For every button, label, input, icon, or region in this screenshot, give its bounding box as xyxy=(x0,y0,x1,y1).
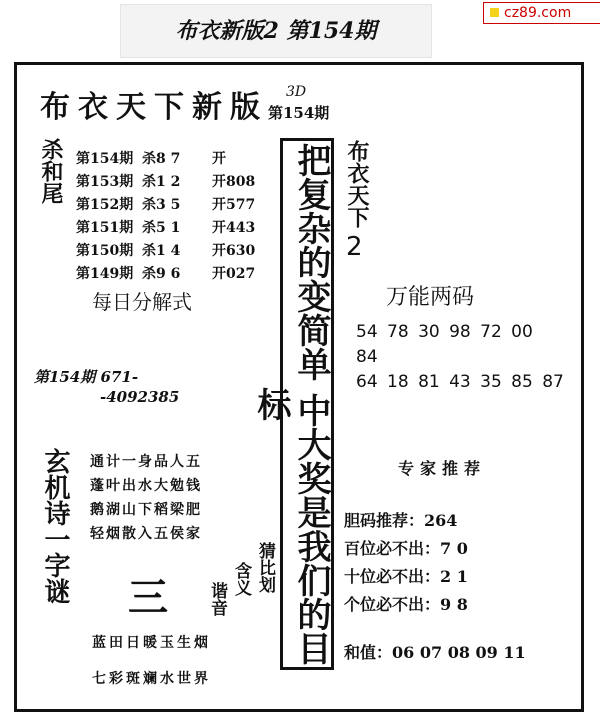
site-badge[interactable] xyxy=(483,2,600,24)
ge-wei-value: 9 8 xyxy=(440,595,468,614)
list-item xyxy=(76,171,272,194)
kill-value: 杀1 2 xyxy=(142,174,181,190)
riddle-answer: 三 xyxy=(128,574,168,621)
open-value: 开630 xyxy=(212,243,256,259)
poem-line: 通计一身品人五 xyxy=(90,454,202,470)
period-label: 第150期 xyxy=(76,243,134,259)
open-value: 开027 xyxy=(212,266,256,282)
wanneng-line-1: 54 78 30 98 72 00 xyxy=(356,322,533,342)
dan-ma-row xyxy=(344,508,457,531)
he-zhi-value: 06 07 08 09 11 xyxy=(392,643,526,662)
sha-he-wei-title: 杀和尾 xyxy=(38,138,64,204)
poem-line: 轻烟散入五侯家 xyxy=(90,526,202,542)
xuanji-poem xyxy=(90,450,202,546)
tag-period: 第154期 xyxy=(268,104,330,122)
list-item xyxy=(76,263,272,286)
period-label: 第149期 xyxy=(76,266,134,282)
poem-line: 蓬叶出水大勉钱 xyxy=(90,478,202,494)
bai-wei-row xyxy=(344,536,468,559)
tag-3d: 3D xyxy=(286,84,307,100)
ge-wei-label: 个位必不出： xyxy=(344,595,441,614)
dan-ma-label: 胆码推荐： xyxy=(344,511,425,530)
formula-line-2: -4092385 xyxy=(100,388,180,406)
daily-formula-title: 每日分解式 xyxy=(92,290,192,314)
bottom-line-2: 七彩斑斓水世界 xyxy=(92,671,211,687)
period-label: 第151期 xyxy=(76,220,134,236)
bai-wei-label: 百位必不出： xyxy=(344,539,441,558)
xuanji-title: 玄机诗一字谜 xyxy=(40,448,70,604)
sha-he-wei-list xyxy=(76,148,272,286)
expert-title: 专家推荐 xyxy=(398,459,487,478)
bu-yi-right-title: 布衣天下 xyxy=(344,140,370,228)
hint-column-2: 含义 xyxy=(231,562,251,596)
shi-wei-label: 十位必不出： xyxy=(344,567,441,586)
open-value: 开 xyxy=(212,151,226,167)
kill-value: 杀8 7 xyxy=(142,151,181,167)
kill-value: 杀5 1 xyxy=(142,220,181,236)
period-label: 第154期 xyxy=(76,151,134,167)
he-zhi-label: 和值： xyxy=(344,643,393,662)
hint-column-1: 猜比划 xyxy=(255,542,275,593)
kill-value: 杀1 4 xyxy=(142,243,181,259)
shi-wei-row xyxy=(344,564,468,587)
wanneng-line-2: 84 xyxy=(356,347,378,367)
main-title: 布衣天下新版 xyxy=(40,90,268,125)
list-item xyxy=(76,240,272,263)
site-badge-text: cz89.com xyxy=(504,5,572,21)
hint-column-3: 谐音 xyxy=(207,582,227,616)
formula-line-1: 第154期 671- xyxy=(34,368,139,386)
bottom-line-1: 蓝田日暖玉生烟 xyxy=(92,635,211,651)
wanneng-line-3: 64 18 81 43 35 85 87 xyxy=(356,372,564,392)
bu-yi-right-number: 2 xyxy=(346,232,363,262)
list-item xyxy=(76,217,272,240)
badge-square-icon xyxy=(490,8,499,17)
poem-line: 鹅湖山下稻梁肥 xyxy=(90,502,202,518)
ge-wei-row xyxy=(344,592,468,615)
kill-value: 杀9 6 xyxy=(142,266,181,282)
open-value: 开577 xyxy=(212,197,256,213)
page-title: 布衣新版2 第154期 xyxy=(120,4,432,58)
list-item xyxy=(76,194,272,217)
he-zhi-row xyxy=(344,640,526,663)
list-item xyxy=(76,148,272,171)
shi-wei-value: 2 1 xyxy=(440,567,468,586)
open-value: 开443 xyxy=(212,220,256,236)
wanneng-title: 万能两码 xyxy=(386,285,475,310)
dan-ma-value: 264 xyxy=(424,511,458,530)
open-value: 开808 xyxy=(212,174,256,190)
kill-value: 杀3 5 xyxy=(142,197,181,213)
period-label: 第152期 xyxy=(76,197,134,213)
center-slogan: 把复杂的变简单 中大奖是我们的目标 xyxy=(280,138,334,670)
bai-wei-value: 7 0 xyxy=(440,539,468,558)
period-label: 第153期 xyxy=(76,174,134,190)
